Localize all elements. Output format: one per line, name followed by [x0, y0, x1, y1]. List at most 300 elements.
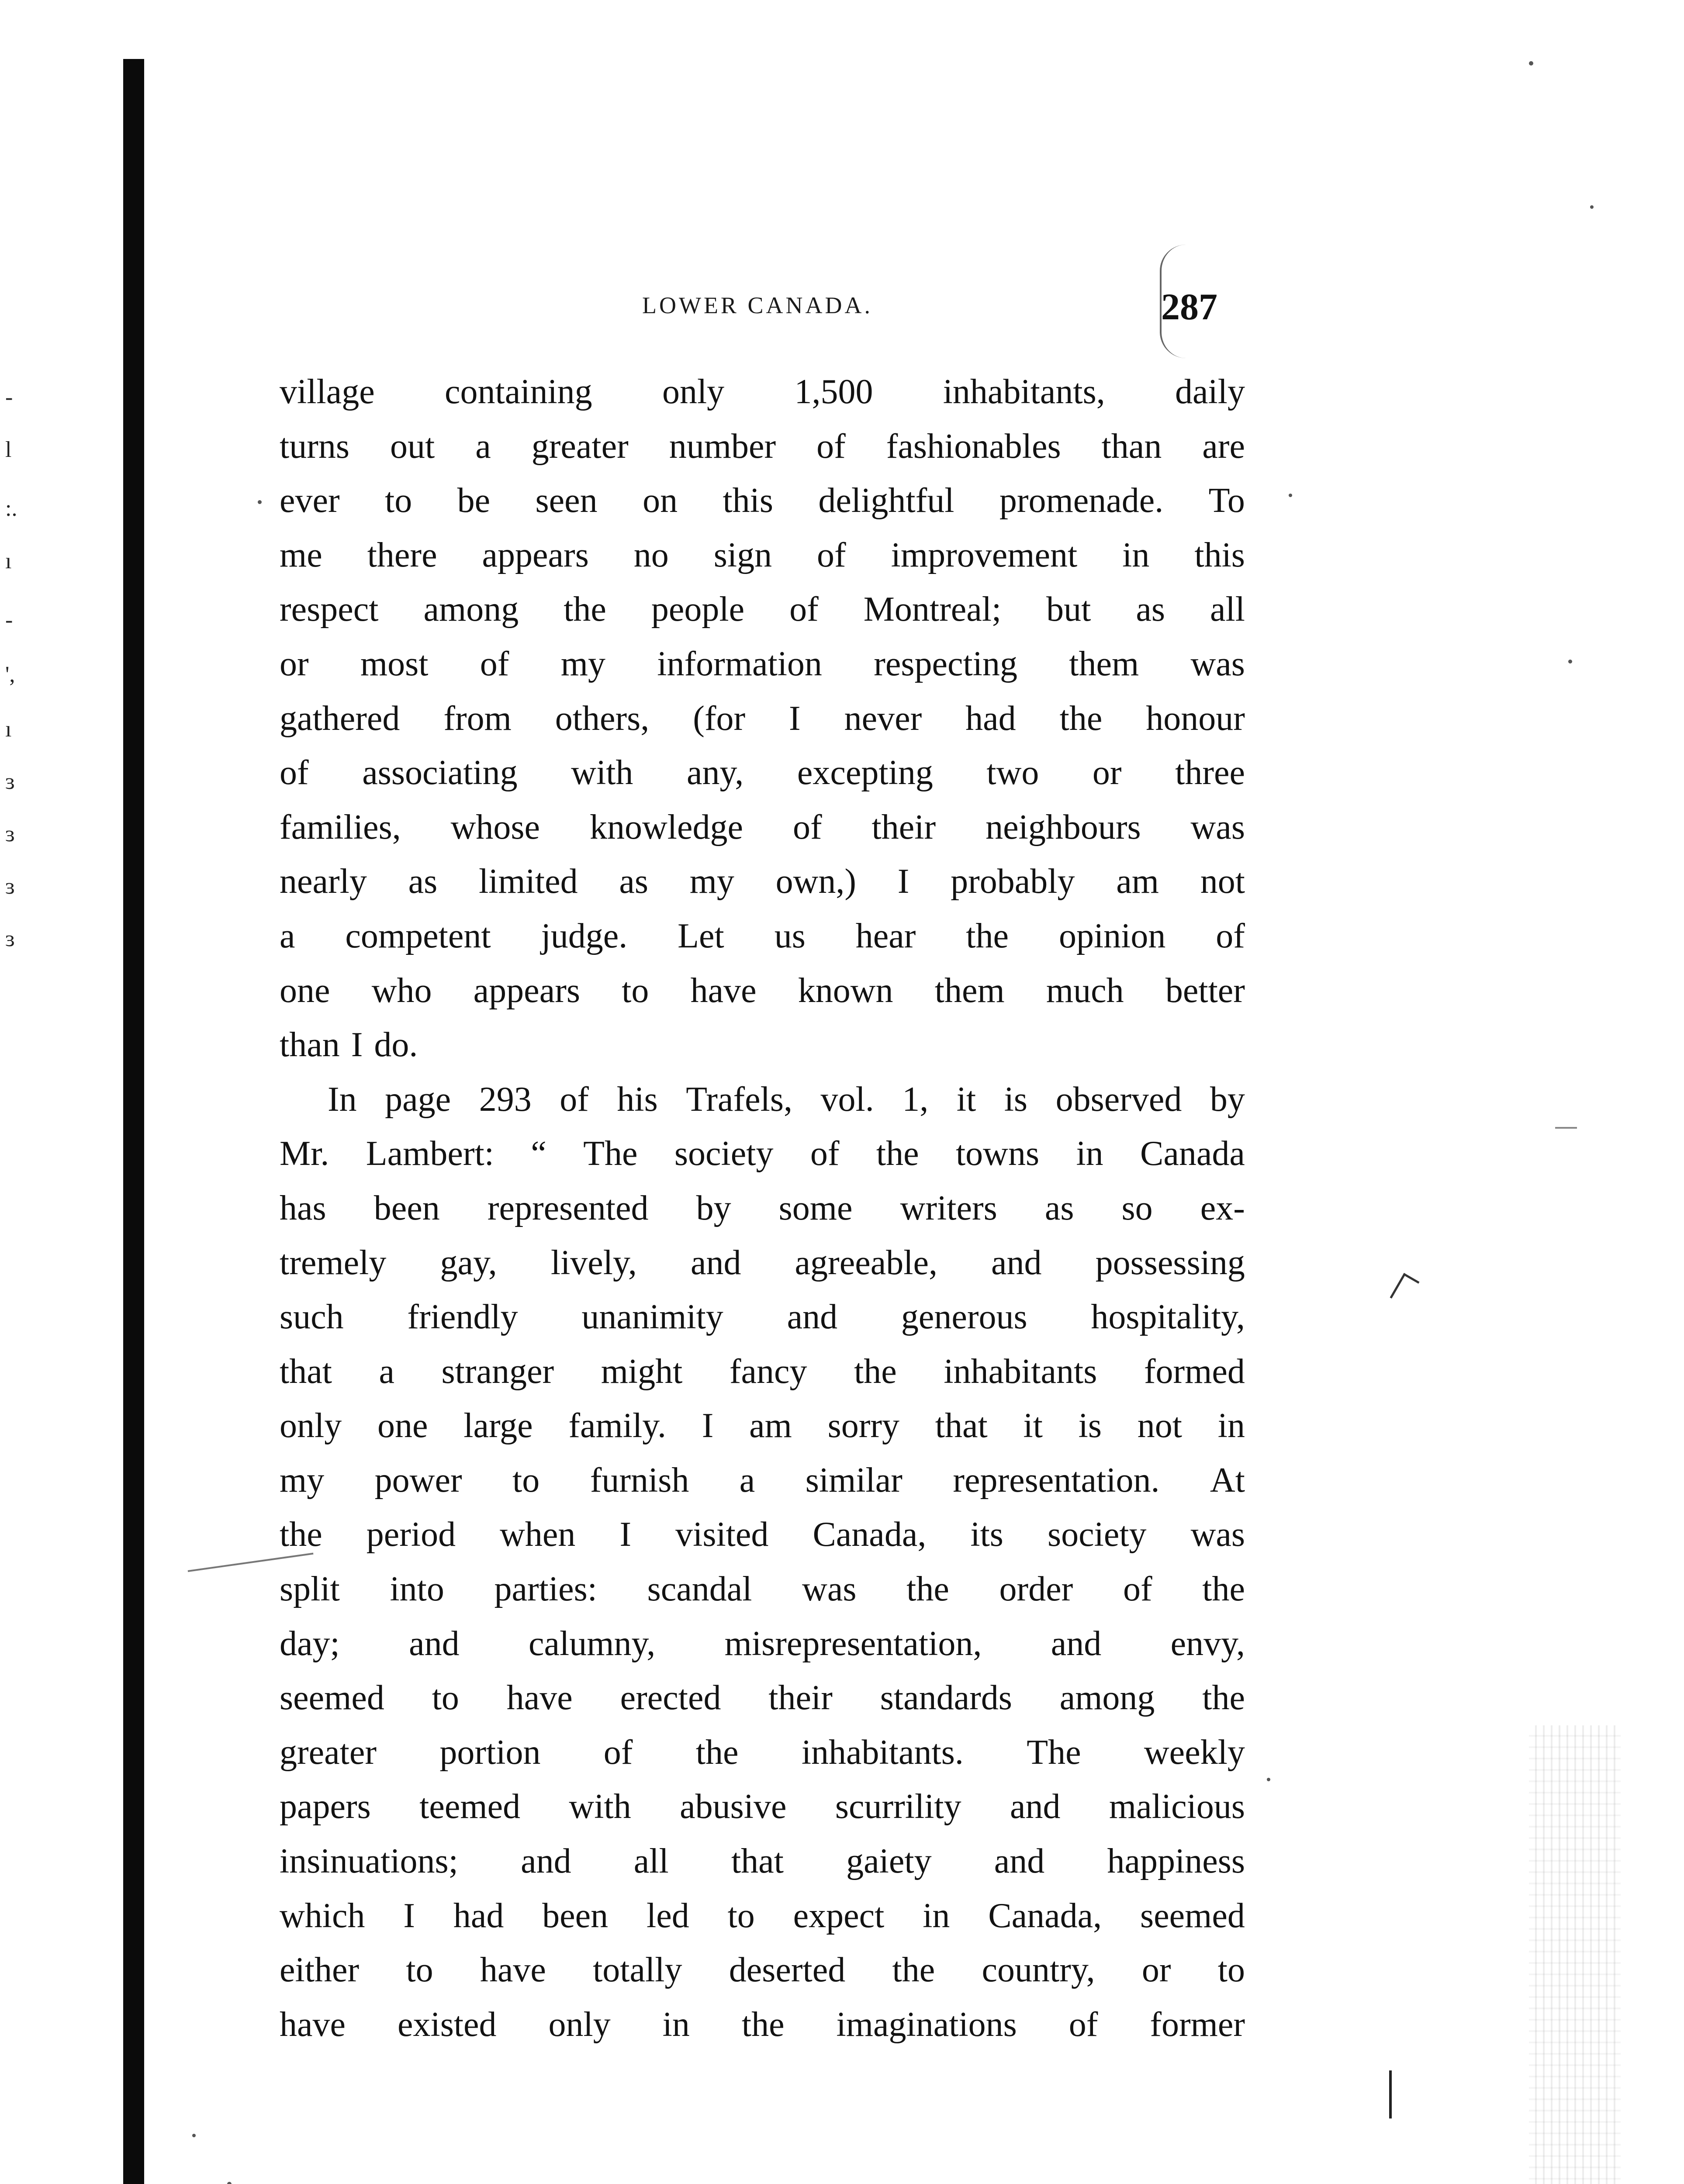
word: agreeable, [795, 1243, 937, 1282]
word: am [749, 1406, 792, 1445]
word: known [798, 971, 893, 1010]
word: associating [362, 753, 518, 792]
scan-speck [1529, 61, 1533, 66]
word: the [892, 1951, 935, 1990]
text-line [280, 1399, 1245, 1453]
word: Montreal; [863, 590, 1002, 629]
word: of [603, 1733, 633, 1772]
word: number [669, 427, 776, 466]
word: or [280, 644, 309, 683]
word: with [571, 753, 633, 792]
word: my [280, 1461, 325, 1500]
text-line [280, 1181, 1245, 1236]
scan-speck [258, 500, 262, 504]
word: I [619, 1515, 632, 1554]
word: and [787, 1298, 838, 1337]
word: envy, [1170, 1624, 1245, 1663]
body-text [280, 365, 1245, 2052]
word: possessing [1095, 1243, 1245, 1282]
word: hear [855, 916, 916, 955]
word: Lambert: [366, 1134, 494, 1173]
pencil-bracket-mark [1160, 245, 1192, 358]
word: that [280, 1352, 332, 1391]
word: parties: [494, 1570, 597, 1609]
word: inhabitants [944, 1352, 1097, 1391]
word: erected [620, 1679, 721, 1717]
scan-speck [1267, 1778, 1270, 1781]
word: no [633, 536, 669, 574]
word: friendly [407, 1298, 518, 1337]
word: power [374, 1461, 462, 1500]
word: page [385, 1080, 451, 1119]
word: three [1175, 753, 1245, 792]
word: happiness [1107, 1842, 1245, 1881]
text-line [280, 1127, 1245, 1181]
word: my [560, 644, 605, 683]
word: me [280, 536, 322, 574]
word: my [689, 862, 734, 901]
word: the [564, 590, 606, 629]
word: its [970, 1515, 1003, 1554]
word: own,) [775, 862, 857, 901]
word: so [1121, 1189, 1153, 1227]
word: been [542, 1896, 609, 1935]
word: papers [280, 1787, 371, 1826]
word: country, [982, 1951, 1095, 1990]
word: whose [450, 808, 540, 847]
word: the [876, 1134, 919, 1173]
word: was [1190, 808, 1245, 847]
word: 293 [479, 1080, 532, 1119]
word: gathered [280, 699, 400, 738]
word: of [280, 753, 309, 792]
word: the [906, 1570, 949, 1609]
word: was [1190, 644, 1245, 683]
word: visited [675, 1515, 769, 1554]
word: knowledge [590, 808, 743, 847]
word: do. [374, 1026, 418, 1064]
word: was [802, 1570, 857, 1609]
text-line [280, 1889, 1245, 1943]
word: are [1202, 427, 1245, 466]
bleed-fragment: ', [5, 662, 15, 687]
word: into [390, 1570, 444, 1609]
word: of [810, 1134, 840, 1173]
word: some [778, 1189, 853, 1227]
word: The [1027, 1733, 1081, 1772]
word: 1, [902, 1080, 929, 1119]
word: probably [951, 862, 1075, 901]
word: their [768, 1679, 833, 1717]
word: been [373, 1189, 440, 1227]
bleed-fragment: :. [5, 496, 17, 521]
text-line [280, 419, 1245, 474]
word: of [1123, 1570, 1152, 1609]
text-line [280, 1562, 1245, 1617]
word: of [1216, 916, 1245, 955]
word: seemed [280, 1679, 384, 1717]
scan-noise [1529, 1725, 1621, 2184]
word: existed [397, 2005, 497, 2044]
bleed-fragment: ɜ [5, 769, 15, 794]
word: “ [531, 1134, 546, 1173]
pencil-paren-mark [1389, 2070, 1392, 2118]
text-line [280, 1018, 1245, 1072]
word: former [1150, 2005, 1245, 2044]
text-line [280, 528, 1245, 583]
word: only [280, 1406, 342, 1445]
word: I [403, 1896, 415, 1935]
word: I [702, 1406, 714, 1445]
word: a [475, 427, 491, 466]
word: only [548, 2005, 611, 2044]
word: containing [444, 373, 592, 411]
word: all [633, 1842, 669, 1881]
word: to [512, 1461, 540, 1500]
word: when [500, 1515, 576, 1554]
word: two [986, 753, 1039, 792]
text-line [280, 1943, 1245, 1997]
word: as [619, 862, 648, 901]
word: but [1046, 590, 1091, 629]
word: this [723, 481, 774, 520]
word: the [966, 916, 1009, 955]
word: out [390, 427, 435, 466]
word: either [280, 1951, 360, 1990]
word: limited [478, 862, 578, 901]
word: split [280, 1570, 340, 1609]
bleed-fragment: - [5, 608, 13, 632]
word: better [1165, 971, 1245, 1010]
word: imaginations [836, 2005, 1017, 2044]
bleed-fragment: ɜ [5, 926, 15, 951]
word: of [789, 590, 819, 629]
word: tremely [280, 1243, 387, 1282]
word: family. [568, 1406, 667, 1445]
word: to [1217, 1951, 1245, 1990]
word: a [280, 916, 295, 955]
word: and [994, 1842, 1045, 1881]
word: the [280, 1515, 322, 1554]
word: as [1044, 1189, 1074, 1227]
word: have [690, 971, 757, 1010]
word: greater [531, 427, 629, 466]
word: not [1137, 1406, 1182, 1445]
word: ever [280, 481, 340, 520]
text-line [280, 473, 1245, 528]
word: and [409, 1624, 460, 1663]
word: misrepresentation, [724, 1624, 982, 1663]
scan-speck [1590, 205, 1594, 209]
word: is [1004, 1080, 1028, 1119]
word: generous [901, 1298, 1027, 1337]
word: greater [280, 1733, 377, 1772]
word: only [662, 373, 725, 411]
bleed-fragment: - [5, 385, 13, 410]
text-line [280, 1507, 1245, 1562]
word: observed [1055, 1080, 1182, 1119]
word: a [379, 1352, 394, 1391]
word: scandal [647, 1570, 752, 1609]
word: society [1047, 1515, 1147, 1554]
word: The [583, 1134, 638, 1173]
word: never [844, 699, 922, 738]
word: seen [535, 481, 598, 520]
word: from [443, 699, 512, 738]
pencil-check-mark [1390, 1273, 1419, 1306]
scan-speck [1289, 494, 1292, 497]
word: might [601, 1352, 683, 1391]
word: is [1078, 1406, 1102, 1445]
bleed-fragment: ɜ [5, 874, 15, 899]
text-line [280, 1671, 1245, 1725]
word: it [956, 1080, 976, 1119]
word: fancy [729, 1352, 807, 1391]
word: all [1210, 590, 1245, 629]
word: neighbours [986, 808, 1141, 847]
word: order [999, 1570, 1073, 1609]
word: Canada, [988, 1896, 1102, 1935]
word: had [453, 1896, 504, 1935]
bleed-fragment: l [5, 437, 12, 462]
word: abusive [680, 1787, 787, 1826]
word: in [1076, 1134, 1103, 1173]
word: sorry [827, 1406, 900, 1445]
word: teemed [419, 1787, 521, 1826]
word: in [1122, 536, 1150, 574]
word: Canada, [813, 1515, 927, 1554]
word: them [1069, 644, 1139, 683]
word: malicious [1109, 1787, 1245, 1826]
word: such [280, 1298, 344, 1337]
word: promenade. [999, 481, 1164, 520]
word: a [739, 1461, 755, 1500]
text-line [280, 1072, 1245, 1127]
word: had [965, 699, 1016, 738]
word: Mr. [280, 1134, 329, 1173]
word: to [385, 481, 412, 520]
text-line [280, 637, 1245, 691]
word: inhabitants. [801, 1733, 964, 1772]
bleed-fragment: ɜ [5, 822, 15, 847]
word: appears [482, 536, 589, 574]
word: portion [439, 1733, 541, 1772]
word: by [1210, 1080, 1245, 1119]
word: I [789, 699, 801, 738]
word: (for [693, 699, 746, 738]
word: by [696, 1189, 731, 1227]
word: and [1051, 1624, 1102, 1663]
word: furnish [590, 1461, 689, 1500]
word: or [1141, 1951, 1171, 1990]
word: in [923, 1896, 950, 1935]
word: as [1136, 590, 1165, 629]
word: competent [345, 916, 491, 955]
word: people [651, 590, 745, 629]
word: appears [473, 971, 580, 1010]
word: inhabitants, [943, 373, 1105, 411]
word: than [280, 1026, 340, 1064]
word: others, [555, 699, 650, 738]
text-line [280, 1344, 1245, 1399]
word: I [351, 1026, 363, 1064]
word: the [854, 1352, 897, 1391]
word: I [897, 862, 909, 901]
word: the [1059, 699, 1103, 738]
word: to [622, 971, 649, 1010]
word: respect [280, 590, 379, 629]
word: have [506, 1679, 573, 1717]
text-line [280, 1780, 1245, 1834]
word: improvement [891, 536, 1078, 574]
text-line [280, 1617, 1245, 1671]
word: ex- [1200, 1189, 1245, 1227]
word: of [480, 644, 509, 683]
text-line [280, 1236, 1245, 1290]
word: honour [1146, 699, 1245, 738]
text-line [280, 1997, 1245, 2052]
word: gaiety [846, 1842, 932, 1881]
word: sign [713, 536, 772, 574]
word: information [657, 644, 822, 683]
word: lively, [550, 1243, 637, 1282]
word: daily [1175, 373, 1245, 411]
scan-speck [192, 2134, 196, 2137]
word: To [1208, 481, 1245, 520]
bleed-fragment: ı [5, 717, 12, 742]
word: hospitality, [1091, 1298, 1245, 1337]
word: and [521, 1842, 571, 1881]
word: one [280, 971, 330, 1010]
bleed-fragment: ı [5, 549, 12, 574]
page-number: 287 [1161, 286, 1217, 328]
word: unanimity [581, 1298, 723, 1337]
scan-speck [227, 2182, 232, 2184]
word: gay, [440, 1243, 497, 1282]
text-line [280, 365, 1245, 419]
word: seemed [1140, 1896, 1245, 1935]
word: this [1194, 536, 1245, 574]
word: period [366, 1515, 456, 1554]
scan-speck [1568, 660, 1572, 663]
word: village [280, 373, 375, 411]
word: formed [1144, 1352, 1245, 1391]
word: society [674, 1134, 774, 1173]
word: opinion [1058, 916, 1166, 955]
word: respecting [874, 644, 1017, 683]
word: day; [280, 1624, 340, 1663]
word: In [328, 1080, 357, 1119]
word: am [1116, 862, 1159, 901]
text-line [280, 909, 1245, 964]
text-line [280, 800, 1245, 855]
word: any, [686, 753, 744, 792]
word: nearly [280, 862, 367, 901]
word: delightful [818, 481, 954, 520]
running-head: LOWER CANADA. [642, 292, 873, 318]
text-line [280, 746, 1245, 800]
word: represented [487, 1189, 649, 1227]
word: with [569, 1787, 631, 1826]
word: turns [280, 427, 349, 466]
word: have [280, 2005, 346, 2044]
word: it [1023, 1406, 1043, 1445]
word: to [727, 1896, 755, 1935]
text-line [280, 854, 1245, 909]
word: vol. [820, 1080, 874, 1119]
word: of [560, 1080, 589, 1119]
word: families, [280, 808, 401, 847]
word: to [406, 1951, 433, 1990]
word: insinuations; [280, 1842, 458, 1881]
text-line [280, 964, 1245, 1018]
word: of [792, 808, 822, 847]
word: than [1101, 427, 1162, 466]
pencil-dash-mark [1555, 1127, 1577, 1129]
word: who [371, 971, 432, 1010]
word: and [1010, 1787, 1061, 1826]
word: 1,500 [794, 373, 873, 411]
word: of [1068, 2005, 1098, 2044]
word: among [1059, 1679, 1155, 1717]
word: deserted [729, 1951, 846, 1990]
text-line [280, 1290, 1245, 1344]
word: weekly [1144, 1733, 1245, 1772]
word: not [1200, 862, 1245, 901]
word: Trafels, [686, 1080, 792, 1119]
word: be [457, 481, 491, 520]
word: that [731, 1842, 784, 1881]
text-line [280, 582, 1245, 637]
word: standards [880, 1679, 1012, 1717]
word: large [463, 1406, 533, 1445]
word: calumny, [529, 1624, 656, 1663]
word: scurrility [835, 1787, 961, 1826]
word: on [643, 481, 678, 520]
word: fashionables [886, 427, 1061, 466]
word: led [647, 1896, 689, 1935]
word: Let [678, 916, 724, 955]
word: which [280, 1896, 365, 1935]
word: have [480, 1951, 546, 1990]
word: and [690, 1243, 741, 1282]
text-line [280, 1453, 1245, 1508]
word: towns [955, 1134, 1040, 1173]
word: totally [593, 1951, 682, 1990]
binding-shadow-bar [123, 59, 144, 2184]
word: us [774, 916, 806, 955]
word: that [935, 1406, 988, 1445]
word: the [695, 1733, 739, 1772]
word: much [1046, 971, 1124, 1010]
word: as [408, 862, 438, 901]
word: them [934, 971, 1005, 1010]
word: most [360, 644, 429, 683]
word: of [817, 536, 846, 574]
word: and [991, 1243, 1042, 1282]
word: of [816, 427, 846, 466]
word: there [367, 536, 437, 574]
word: was [1190, 1515, 1245, 1554]
text-line [280, 1725, 1245, 1780]
word: or [1092, 753, 1122, 792]
word: their [871, 808, 936, 847]
word: judge. [541, 916, 628, 955]
word: writers [900, 1189, 997, 1227]
word: Canada [1140, 1134, 1245, 1173]
word: to [432, 1679, 459, 1717]
word: representation. [953, 1461, 1160, 1500]
